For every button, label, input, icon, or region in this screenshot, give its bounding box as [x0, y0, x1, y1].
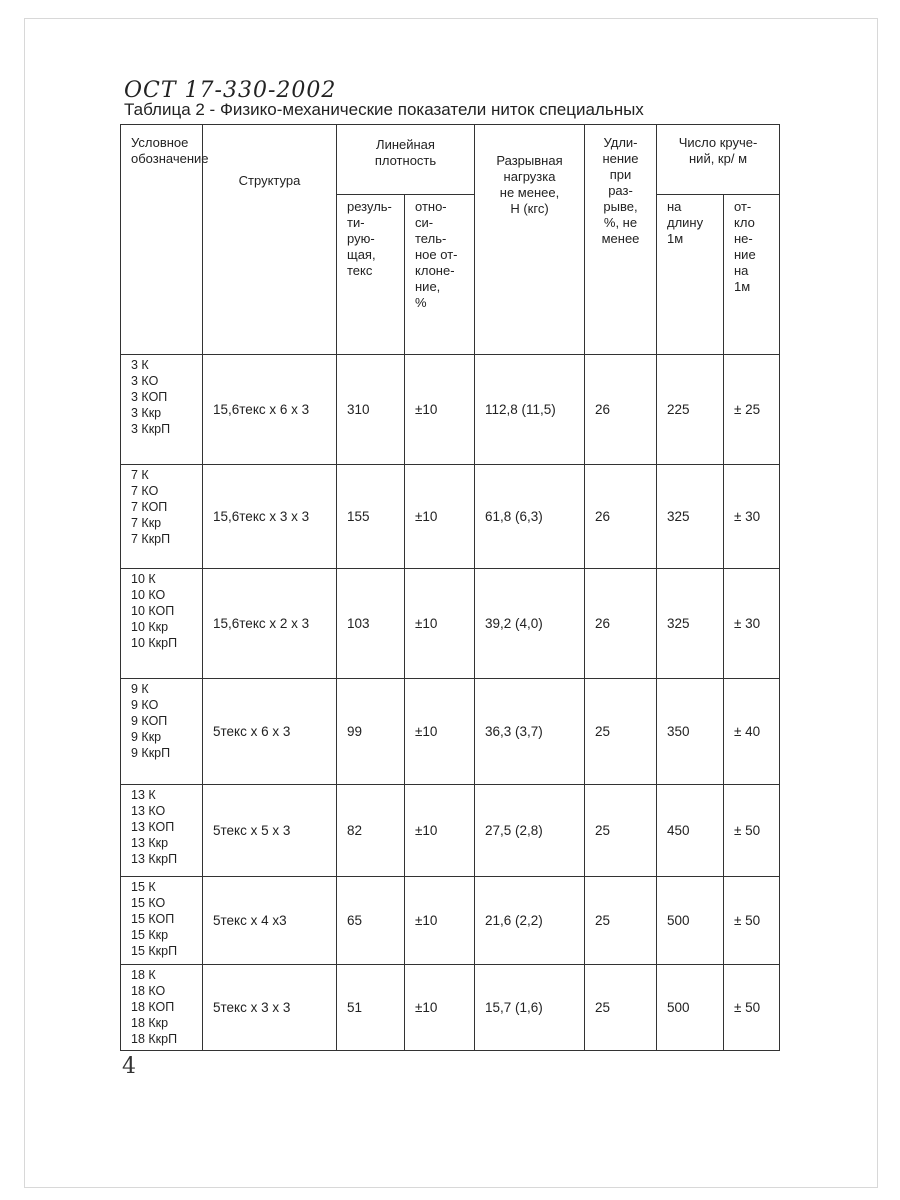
cell-deviation: ±10: [405, 965, 475, 1051]
cell-twist-deviation: ± 40: [724, 679, 780, 785]
cell-structure: 5текс х 6 х 3: [203, 679, 337, 785]
cell-breaking-load: 112,8 (11,5): [475, 355, 585, 465]
cell-breaking-load: 61,8 (6,3): [475, 465, 585, 569]
cell-breaking-load: 36,3 (3,7): [475, 679, 585, 785]
cell-breaking-load: 27,5 (2,8): [475, 785, 585, 877]
cell-breaking-load: 39,2 (4,0): [475, 569, 585, 679]
header-breaking-load: Разрывная нагрузка не менее, Н (кгс): [475, 125, 585, 355]
document-code: ОСТ 17-330-2002: [124, 78, 337, 103]
cell-twist: 325: [657, 569, 724, 679]
cell-elongation: 26: [585, 465, 657, 569]
table-row: [121, 465, 780, 569]
cell-elongation: 26: [585, 355, 657, 465]
cell-structure: 5текс х 5 х 3: [203, 785, 337, 877]
table-row: [121, 355, 780, 465]
cell-structure: 15,6текс х 2 х 3: [203, 569, 337, 679]
cell-designation: 18 К 18 КО 18 КОП 18 Ккр 18 КкрП: [121, 965, 203, 1051]
cell-twist-deviation: ± 30: [724, 569, 780, 679]
cell-designation: 9 К 9 КО 9 КОП 9 Ккр 9 КкрП: [121, 679, 203, 785]
cell-density: 103: [337, 569, 405, 679]
cell-twist-deviation: ± 50: [724, 877, 780, 965]
header-twist-deviation: от- кло не- ние на 1м: [724, 195, 780, 355]
cell-designation: 7 К 7 КО 7 КОП 7 Ккр 7 КкрП: [121, 465, 203, 569]
header-elongation: Удли- нение при раз- рыве, %, не менее: [585, 125, 657, 355]
cell-breaking-load: 21,6 (2,2): [475, 877, 585, 965]
table-row: [121, 877, 780, 965]
cell-twist: 500: [657, 965, 724, 1051]
header-resultant-density: резуль- ти- рую- щая, текс: [337, 195, 405, 355]
cell-density: 99: [337, 679, 405, 785]
cell-density: 65: [337, 877, 405, 965]
header-relative-deviation: отно- си- тель- ное от- клоне- ние, %: [405, 195, 475, 355]
cell-twist-deviation: ± 50: [724, 965, 780, 1051]
cell-designation: 15 К 15 КО 15 КОП 15 Ккр 15 КкрП: [121, 877, 203, 965]
cell-deviation: ±10: [405, 569, 475, 679]
cell-designation: 10 К 10 КО 10 КОП 10 Ккр 10 КкрП: [121, 569, 203, 679]
cell-elongation: 25: [585, 679, 657, 785]
specs-table: [120, 124, 780, 1051]
cell-structure: 5текс х 4 х3: [203, 877, 337, 965]
cell-deviation: ±10: [405, 877, 475, 965]
cell-twist-deviation: ± 50: [724, 785, 780, 877]
cell-twist: 500: [657, 877, 724, 965]
header-designation: Условное обозначение: [121, 125, 203, 355]
header-twist-count: Число круче- ний, кр/ м: [657, 125, 780, 195]
cell-structure: 15,6текс х 6 х 3: [203, 355, 337, 465]
cell-twist: 325: [657, 465, 724, 569]
table-row: [121, 569, 780, 679]
cell-density: 310: [337, 355, 405, 465]
cell-structure: 5текс х 3 х 3: [203, 965, 337, 1051]
cell-density: 155: [337, 465, 405, 569]
header-linear-density: Линейная плотность: [337, 125, 475, 195]
table-row: [121, 679, 780, 785]
header-structure: Структура: [203, 125, 337, 355]
cell-deviation: ±10: [405, 785, 475, 877]
cell-elongation: 25: [585, 785, 657, 877]
table-title: Таблица 2 - Физико-механические показатели ниток специальных: [124, 100, 644, 119]
cell-deviation: ±10: [405, 679, 475, 785]
cell-density: 51: [337, 965, 405, 1051]
cell-structure: 15,6текс х 3 х 3: [203, 465, 337, 569]
cell-designation: 13 К 13 КО 13 КОП 13 Ккр 13 КкрП: [121, 785, 203, 877]
header-twist-per-length: на длину 1м: [657, 195, 724, 355]
cell-density: 82: [337, 785, 405, 877]
table-row: [121, 785, 780, 877]
table-row: [121, 965, 780, 1051]
cell-designation: 3 К 3 КО 3 КОП 3 Ккр 3 КкрП: [121, 355, 203, 465]
cell-twist: 350: [657, 679, 724, 785]
cell-breaking-load: 15,7 (1,6): [475, 965, 585, 1051]
cell-elongation: 26: [585, 569, 657, 679]
cell-elongation: 25: [585, 877, 657, 965]
cell-twist: 225: [657, 355, 724, 465]
cell-twist-deviation: ± 30: [724, 465, 780, 569]
cell-deviation: ±10: [405, 355, 475, 465]
cell-deviation: ±10: [405, 465, 475, 569]
cell-twist: 450: [657, 785, 724, 877]
cell-elongation: 25: [585, 965, 657, 1051]
page-number: 4: [122, 1054, 136, 1079]
cell-twist-deviation: ± 25: [724, 355, 780, 465]
